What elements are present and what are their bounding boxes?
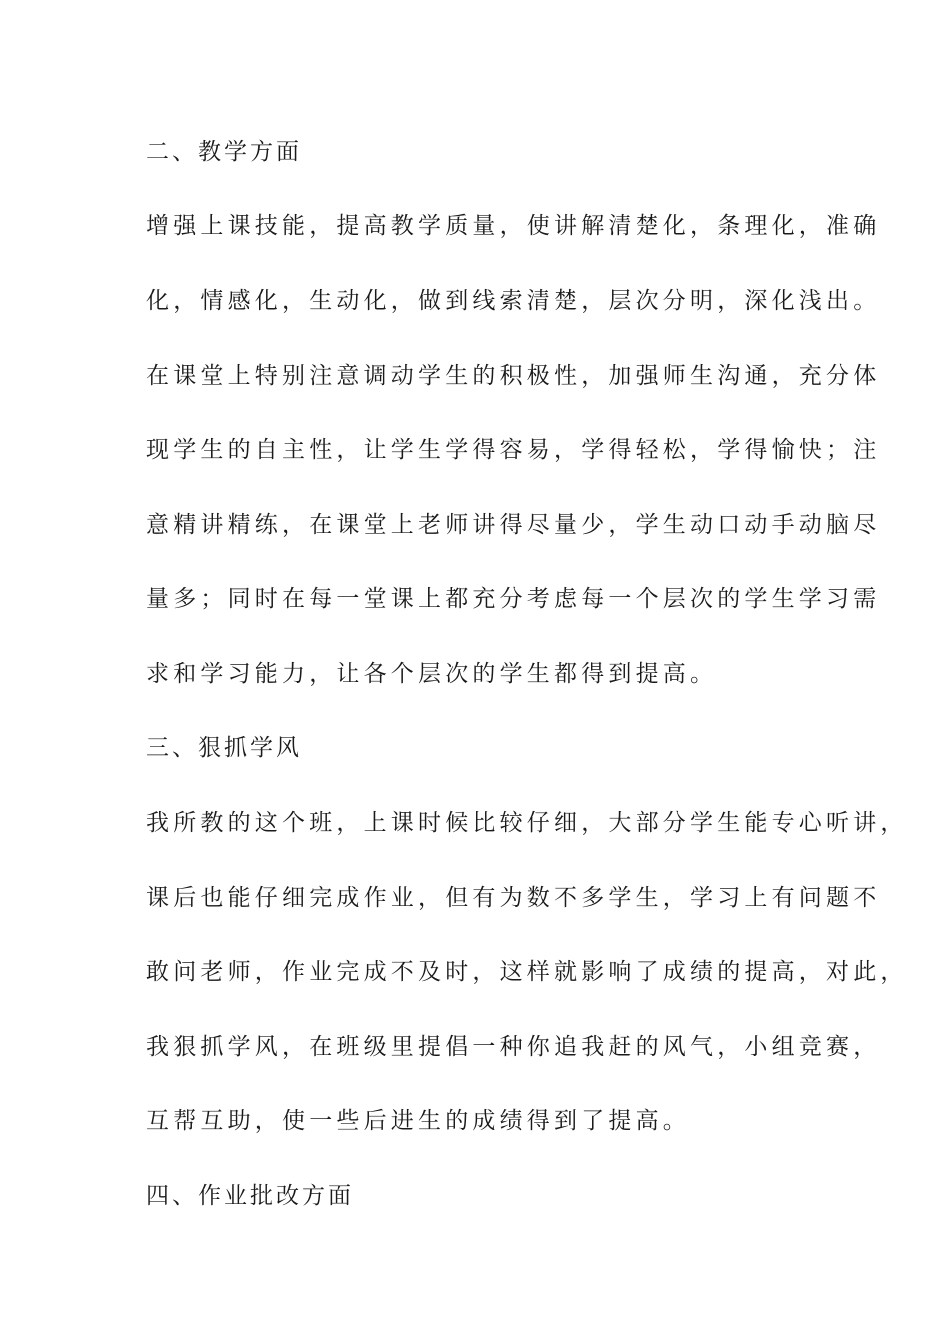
paragraph-line: 我狠抓学风，在班级里提倡一种你追我赶的风气，小组竞赛，	[146, 1034, 881, 1060]
paragraph-line: 求和学习能力，让各个层次的学生都得到提高。	[146, 661, 718, 687]
section-heading-teaching: 二、教学方面	[146, 139, 302, 165]
paragraph-line: 量多；同时在每一堂课上都充分考虑每一个层次的学生学习需	[146, 586, 881, 612]
paragraph-line: 意精讲精练，在课堂上老师讲得尽量少，学生动口动手动脑尽	[146, 512, 881, 538]
paragraph-line: 我所教的这个班，上课时候比较仔细，大部分学生能专心听讲，	[146, 810, 908, 836]
paragraph-line: 互帮互助，使一些后进生的成绩得到了提高。	[146, 1108, 690, 1134]
paragraph-line: 课后也能仔细完成作业，但有为数不多学生，学习上有问题不	[146, 885, 881, 911]
paragraph-line: 增强上课技能，提高教学质量，使讲解清楚化，条理化，准确	[146, 213, 881, 239]
paragraph-line: 敢问老师，作业完成不及时，这样就影响了成绩的提高，对此，	[146, 959, 908, 985]
paragraph-line: 现学生的自主性，让学生学得容易，学得轻松，学得愉快；注	[146, 437, 881, 463]
section-heading-homework: 四、作业批改方面	[146, 1183, 354, 1209]
section-heading-study-style: 三、狠抓学风	[146, 735, 302, 761]
paragraph-line: 在课堂上特别注意调动学生的积极性，加强师生沟通，充分体	[146, 363, 881, 389]
paragraph-line: 化，情感化，生动化，做到线索清楚，层次分明，深化浅出。	[146, 288, 881, 314]
